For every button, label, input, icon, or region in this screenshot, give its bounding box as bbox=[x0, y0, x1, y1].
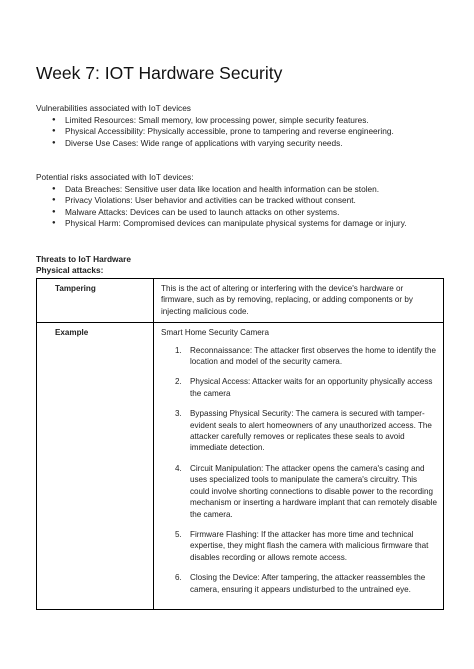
example-cell bbox=[154, 323, 444, 610]
step-text: Physical Access: Attacker waits for an opportunity physically access the camera bbox=[190, 377, 433, 398]
risks-list bbox=[36, 184, 444, 230]
step-text: Reconnaissance: The attacker first observes the home to identify the location and model of the security camera. bbox=[190, 345, 436, 367]
list-item: ● Privacy Violations: User behavior and activities can be tracked without consent. bbox=[65, 195, 444, 207]
step-text: Circuit Manipulation: The attacker opens the camera's casing and uses specialized tools to manipulate the camera's circuitry. This could involve shorting connections to disable power to the recording mechanism or inserting a hardware implant that can remotely disable the camera. bbox=[190, 463, 437, 519]
list-item: ● Physical Harm: Compromised devices can manipulate physical systems for damage or injury. bbox=[65, 218, 444, 230]
step-number: 4. bbox=[175, 463, 182, 473]
risks-heading: Potential risks associated with IoT devices: bbox=[36, 172, 194, 182]
step-number: 6. bbox=[175, 573, 182, 583]
table-row bbox=[37, 323, 444, 610]
page-title: Week 7: IOT Hardware Security bbox=[36, 63, 283, 83]
list-item bbox=[161, 572, 437, 595]
step-number: 2. bbox=[175, 377, 182, 387]
vulnerabilities-section bbox=[36, 103, 444, 149]
tampering-description: This is the act of altering or interfering with the device's hardware or firmware, such as by removing, replacing, or adding components or by injecting malicious code. bbox=[154, 279, 444, 323]
vulnerabilities-list bbox=[36, 115, 444, 150]
list-item bbox=[161, 408, 437, 454]
example-label: Example bbox=[37, 323, 154, 610]
threats-heading-block bbox=[36, 254, 131, 277]
list-item bbox=[161, 529, 437, 563]
step-number: 1. bbox=[175, 345, 182, 355]
table-row bbox=[37, 279, 444, 323]
vulnerabilities-heading: Vulnerabilities associated with IoT devices bbox=[36, 103, 191, 113]
step-number: 5. bbox=[175, 529, 182, 539]
tampering-label: Tampering bbox=[37, 279, 154, 323]
step-text: Closing the Device: After tampering, the attacker reassembles the camera, ensuring it appears undisturbed to the untrained eye. bbox=[190, 573, 426, 594]
list-item: ● Diverse Use Cases: Wide range of applications with varying security needs. bbox=[65, 138, 444, 150]
step-text: Bypassing Physical Security: The camera is secured with tamper-evident seals to alert homeowners of any unauthorized access. The attacker carefully removes or replicates these seals to avoid immediate detection. bbox=[190, 409, 432, 453]
list-item: ● Physical Accessibility: Physically accessible, prone to tampering and reverse engineering. bbox=[65, 126, 444, 138]
example-title: Smart Home Security Camera bbox=[161, 328, 269, 338]
threats-heading: Threats to IoT Hardware bbox=[36, 254, 131, 264]
list-item bbox=[161, 376, 437, 399]
example-steps-list bbox=[161, 345, 437, 595]
list-item: ● Limited Resources: Small memory, low processing power, simple security features. bbox=[65, 115, 444, 127]
threats-subheading: Physical attacks: bbox=[36, 265, 104, 276]
list-item bbox=[161, 345, 437, 368]
step-text: Firmware Flashing: If the attacker has more time and technical expertise, they might flash the camera with malicious firmware that disables recording or allows remote access. bbox=[190, 529, 429, 562]
list-item: ● Malware Attacks: Devices can be used to launch attacks on other systems. bbox=[65, 207, 444, 219]
risks-section bbox=[36, 172, 444, 230]
step-number: 3. bbox=[175, 409, 182, 419]
physical-attacks-table bbox=[36, 278, 444, 610]
list-item bbox=[161, 463, 437, 520]
list-item: ● Data Breaches: Sensitive user data like location and health information can be stolen. bbox=[65, 184, 444, 196]
